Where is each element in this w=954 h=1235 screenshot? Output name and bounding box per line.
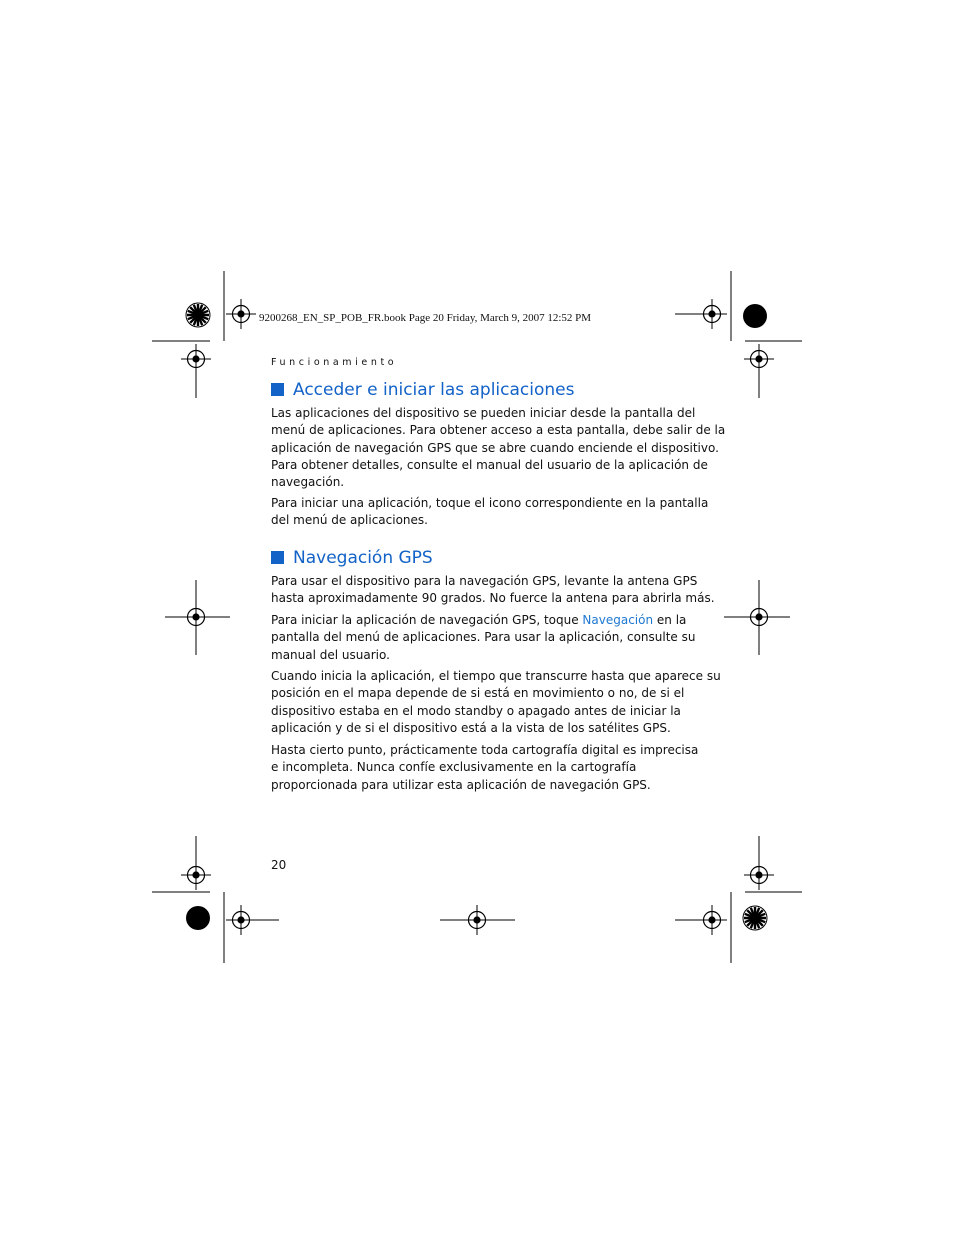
paragraph: Para iniciar la aplicación de navegación GPS, toque Navegación en la pantalla del menú de aplicaciones. Para usar la aplicación, consulte su manual del usuario. bbox=[271, 613, 696, 662]
section-heading-gps-navigation: Navegación GPS bbox=[271, 548, 433, 568]
paragraph: Cuando inicia la aplicación, el tiempo que transcurre hasta que aparece su posición en el mapa depende de si está en movimiento o no, de si el dispositivo estaba en el modo standby o apagado antes de iniciar la aplicación y de si el dispositivo está a la vista de los satélites GPS. bbox=[271, 669, 721, 735]
heading-square-icon bbox=[271, 383, 284, 396]
starburst-icon bbox=[743, 906, 767, 930]
page-number: 20 bbox=[271, 858, 287, 872]
paragraph: Para iniciar una aplicación, toque el icono correspondiente en la pantalla del menú de aplicaciones. bbox=[271, 496, 709, 528]
solid-dot-icon bbox=[743, 304, 767, 328]
registration-mark-icon bbox=[697, 299, 727, 329]
registration-mark-icon bbox=[226, 299, 256, 329]
print-slug: 9200268_EN_SP_POB_FR.book Page 20 Friday, March 9, 2007 12:52 PM bbox=[259, 312, 592, 324]
paragraph: Las aplicaciones del dispositivo se pueden iniciar desde la pantalla del menú de aplicaciones. Para obtener acceso a esta pantalla, debe salir de la aplicación de navegación GPS que se abre cuando enciende el dispositivo. Para obtener detalles, consulte el manual del usuario de la aplicación de navegación. bbox=[271, 406, 726, 490]
running-head: Funcionamiento bbox=[271, 357, 398, 368]
paragraph: Para usar el dispositivo para la navegación GPS, levante la antena GPS hasta aproximadamente 90 grados. No fuerce la antena para abrirla más. bbox=[271, 574, 715, 606]
heading-square-icon bbox=[271, 551, 284, 564]
registration-mark-icon bbox=[226, 905, 256, 935]
section-heading-applications: Acceder e iniciar las aplicaciones bbox=[271, 380, 574, 400]
starburst-icon bbox=[186, 303, 210, 327]
solid-dot-icon bbox=[186, 906, 210, 930]
registration-mark-icon bbox=[697, 905, 727, 935]
navegacion-link[interactable]: Navegación bbox=[582, 613, 654, 627]
paragraph: Hasta cierto punto, prácticamente toda cartografía digital es imprecisa e incompleta. Nunca confíe exclusivamente en la cartografía proporcionada para utilizar esta aplicación de navegación GPS. bbox=[271, 743, 699, 792]
